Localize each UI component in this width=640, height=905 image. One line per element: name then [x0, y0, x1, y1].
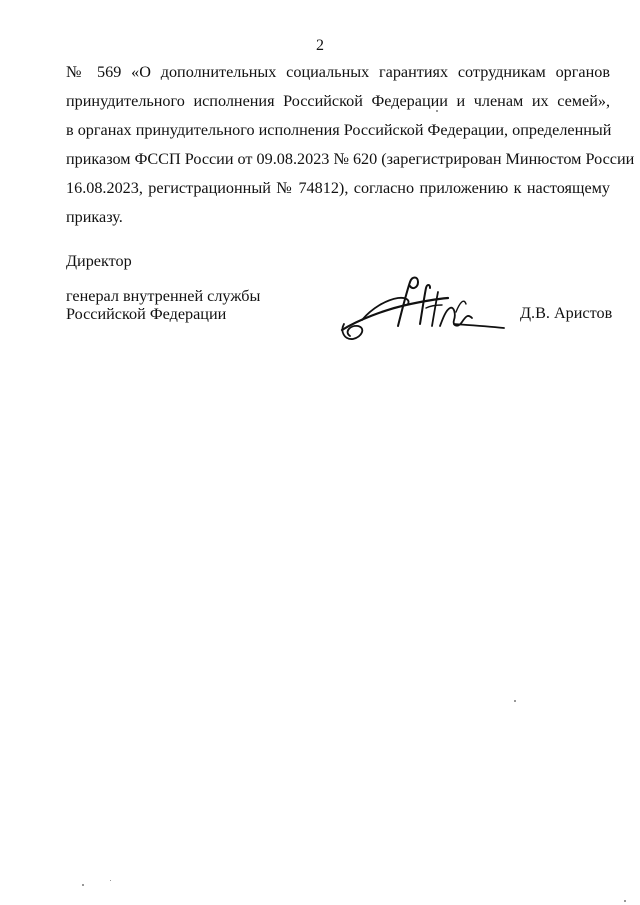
paragraph-line: в органах принудительного исполнения Российской Федерации, определенный: [66, 121, 612, 139]
paragraph-line: принудительного исполнения Российской Федерации и членам их семей»,: [66, 92, 610, 110]
scan-speck: [624, 900, 626, 902]
paragraph-line: 16.08.2023, регистрационный № 74812), согласно приложению к настоящему: [66, 179, 610, 197]
paragraph-line: № 569 «О дополнительных социальных гарантиях сотрудникам органов: [66, 63, 610, 81]
scan-speck: [110, 880, 111, 881]
paragraph-line: приказу.: [66, 208, 123, 226]
signer-name: Д.В. Аристов: [520, 304, 613, 322]
scan-speck: [514, 700, 516, 702]
position-title: Директор: [66, 252, 132, 270]
handwritten-signature: [336, 268, 508, 348]
scan-speck: [82, 884, 84, 886]
page-number: 2: [316, 37, 324, 54]
rank-line: Российской Федерации: [66, 305, 227, 323]
rank-line: генерал внутренней службы: [66, 287, 261, 305]
signer-rank: [66, 287, 260, 323]
paragraph-line: приказом ФССП России от 09.08.2023 № 620 (зарегистрирован Минюстом России: [66, 150, 635, 168]
scan-speck: [436, 110, 438, 112]
order-paragraph: [66, 58, 635, 232]
